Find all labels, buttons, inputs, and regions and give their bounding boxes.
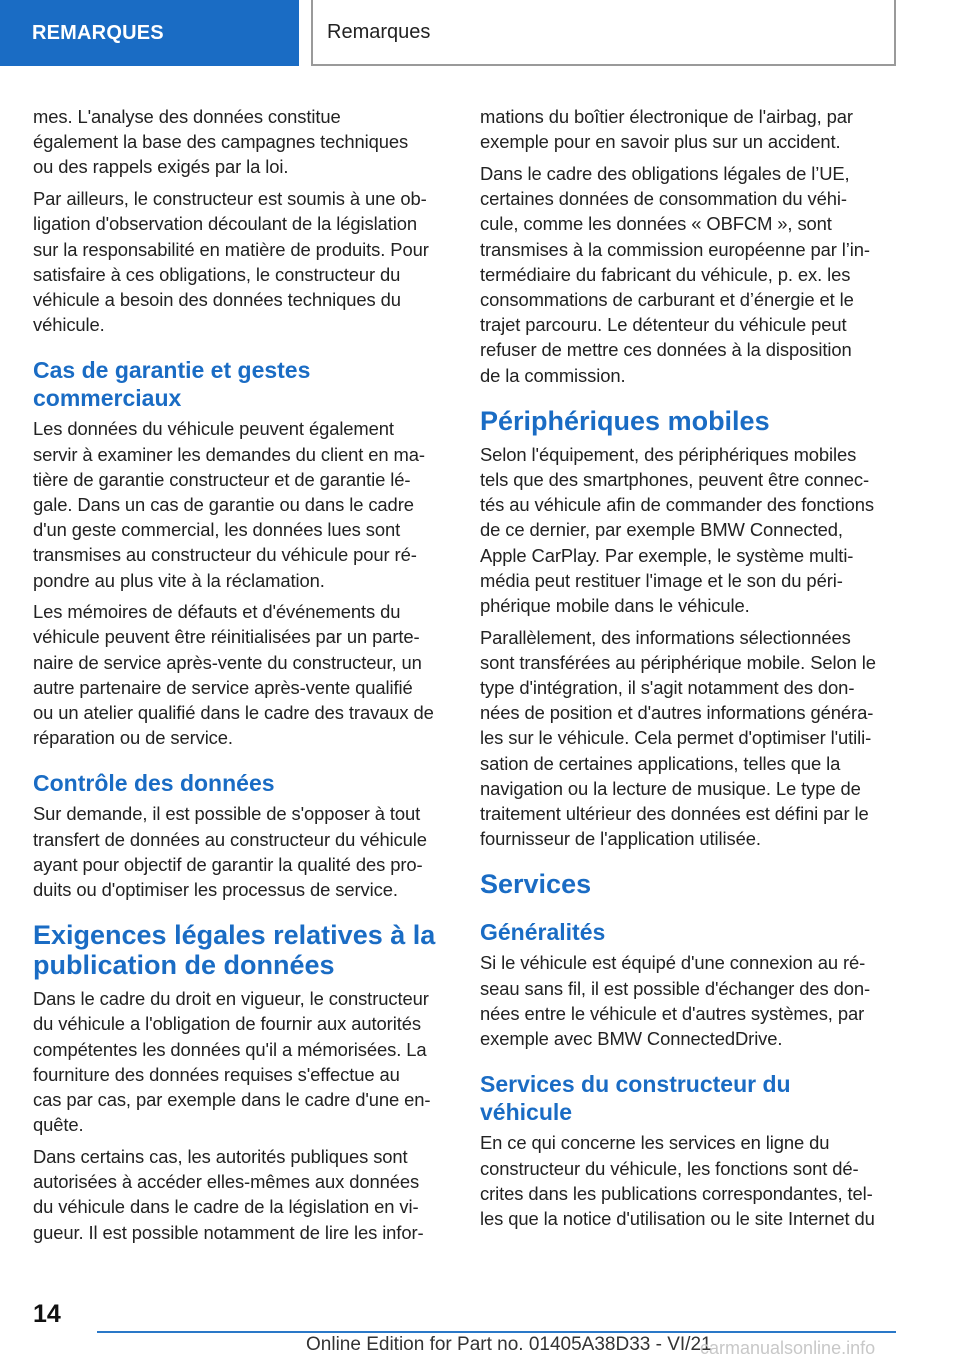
body-paragraph: Selon l'équipement, des périphériques mobiles tels que des smartphones, peuvent être connec- tés au véhicule afin de commander des fonctions de ce dernier, par exemple BMW Connected, Apple CarPlay. Par exemple, le système multi- média peut restituer l'image et le son du péri- phérique mobile dans le véhicule. — [480, 443, 874, 616]
body-paragraph: Les mémoires de défauts et d'événements du véhicule peuvent être réinitialisées par un parte- naire de service après-vente du constructeur, un autre partenaire de service après-vente qualifié ou un atelier qualifié dans le cadre des travaux de réparation ou de service. — [33, 601, 434, 749]
header-title-box — [311, 0, 896, 66]
footer-edition-text: Online Edition for Part no. 01405A38D33 - VI/21 — [306, 1334, 712, 1355]
body-paragraph: Dans certains cas, les autorités publiques sont autorisées à accéder elles-mêmes aux données du véhicule dans le cadre de la législation en vi- gueur. Il est possible notamment de lire les infor- — [33, 1146, 424, 1243]
body-paragraph: Si le véhicule est équipé d'une connexion au ré- seau sans fil, il est possible d'échanger des don- nées entre le véhicule et d'autres systèmes, par exemple avec BMW ConnectedDrive. — [480, 952, 871, 1050]
watermark: carmanualsonline.info — [700, 1338, 876, 1358]
subsection-heading: Généralités — [480, 919, 606, 946]
body-paragraph: Dans le cadre des obligations légales de l’UE, certaines données de consommation du véhi- cule, comme les données « OBFCM », sont transmises à la commission européenne par l’in- termédiaire du fabricant du véhicule, p. ex. les consommations de carburant et d’énergie et le trajet parcouru. Le détenteur du véhicule peut refuser de mettre ces données à la disposition de la commission. — [480, 162, 870, 386]
body-paragraph: mations du boîtier électronique de l'airbag, par exemple pour en savoir plus sur un accident. — [480, 106, 853, 153]
body-paragraph: En ce qui concerne les services en ligne du constructeur du véhicule, les fonctions sont dé- crites dans les publications correspondantes, tel- les que la notice d'utilisation ou le site Internet du — [480, 1132, 875, 1229]
section-tab — [0, 0, 299, 66]
section-heading: Exigences légales relatives à la publication de données — [33, 920, 436, 981]
page-header-title: Remarques — [327, 20, 431, 43]
body-paragraph: Parallèlement, des informations sélectionnées sont transférées au périphérique mobile. Selon le type d'intégration, il s'agit notamment des don- nées de position et d'autres informations généra- les sur le véhicule. Cela permet d'optimiser l'utili- sation de certaines applications, telles que la navigation ou la lecture de musique. Le type de traitement ultérieur des données est défini par le fournisseur de l'application utilisée. — [480, 626, 876, 850]
body-paragraph: Les données du véhicule peuvent également servir à examiner les demandes du client en ma- tière de garantie constructeur et de garantie lé- gale. Dans un cas de garantie ou dans le cadre d'un geste commercial, les données lues sont transmises au constructeur du véhicule pour ré- pondre au plus vite à la réclamation. — [33, 418, 425, 591]
section-tab-label: REMARQUES — [32, 21, 164, 44]
left-column — [33, 104, 449, 1251]
subsection-heading: Cas de garantie et gestes commerciaux — [33, 357, 311, 412]
right-column — [480, 104, 896, 1238]
section-heading: Services — [480, 869, 592, 900]
body-paragraph: Par ailleurs, le constructeur est soumis à une ob- ligation d'observation découlant de la législation sur la responsabilité en matière de produits. Pour satisfaire à ces obligations, le constructeur du véhicule a besoin des données techniques du véhicule. — [33, 188, 429, 336]
page-number: 14 — [33, 1300, 61, 1328]
subsection-heading: Services du constructeur du véhicule — [480, 1071, 791, 1126]
body-paragraph: Dans le cadre du droit en vigueur, le constructeur du véhicule a l'obligation de fournir aux autorités compétentes les données qu'il a mémorisées. La fourniture des données requises s'effectue au cas par cas, par exemple dans le cadre d'une en- quête. — [33, 988, 431, 1136]
section-heading: Périphériques mobiles — [480, 405, 770, 436]
body-paragraph: mes. L'analyse des données constitue également la base des campagnes techniques ou des rappels exigés par la loi. — [33, 106, 409, 178]
body-paragraph: Sur demande, il est possible de s'opposer à tout transfert de données au constructeur du véhicule ayant pour objectif de garantir la qualité des pro- duits ou d'optimiser les processus de service. — [33, 803, 427, 901]
footer-divider — [97, 1331, 896, 1333]
subsection-heading: Contrôle des données — [33, 770, 275, 797]
